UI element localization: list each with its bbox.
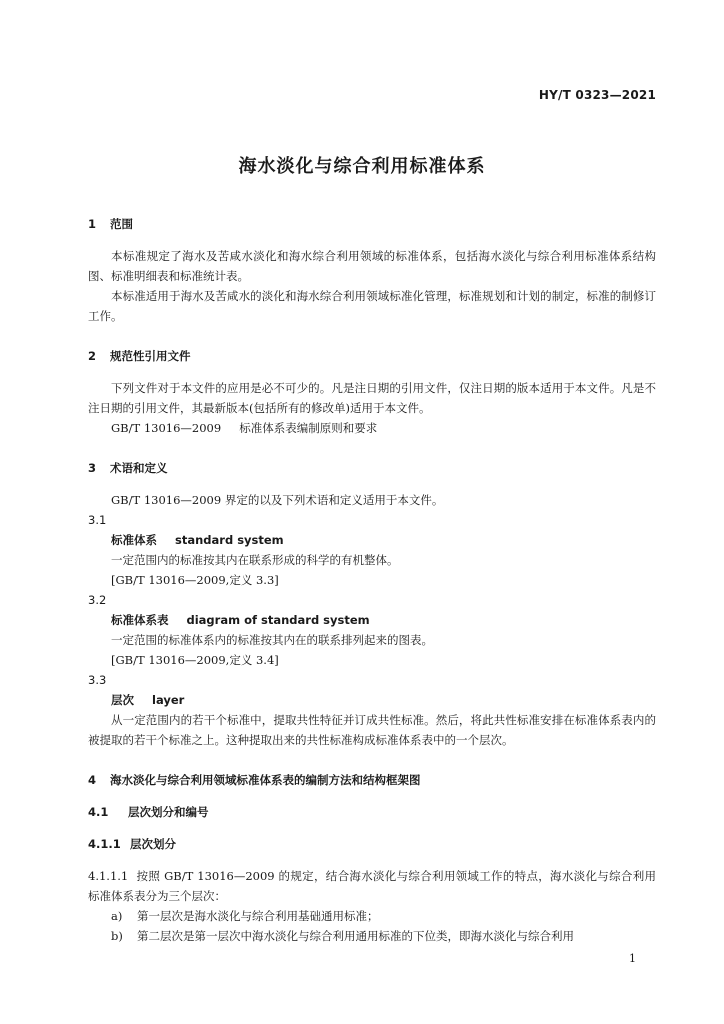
- document-title: 海水淡化与综合利用标准体系: [238, 156, 486, 177]
- list-item: [88, 906, 656, 926]
- term-definition: 从一定范围内的若干个标准中，提取共性特征并订成共性标准。然后，将此共性标准安排在标准体系表内的被提取的若干个标准之上。这种提取出来的共性标准构成标准体系表中的一个层次。: [88, 713, 656, 747]
- term-source: [GB/T 13016—2009,定义 3.4]: [111, 653, 279, 667]
- reference-title: 标准体系表编制原则和要求: [239, 421, 378, 435]
- section-number: 1: [88, 217, 97, 231]
- term-zh: 层次: [111, 693, 134, 707]
- term-en: layer: [152, 693, 185, 707]
- section-1-heading: [88, 214, 656, 234]
- term-en: standard system: [175, 533, 284, 547]
- section-number: 2: [88, 349, 97, 363]
- paragraph: GB/T 13016—2009 界定的以及下列术语和定义适用于本文件。: [111, 493, 444, 507]
- term-source: [GB/T 13016—2009,定义 3.3]: [111, 573, 279, 587]
- term-zh: 标准体系表: [111, 613, 169, 627]
- list-marker: a): [111, 909, 123, 923]
- term-number: 3.2: [88, 593, 107, 607]
- list-marker: b): [111, 929, 123, 943]
- list-text: 第一层次是海水淡化与综合利用基础通用标准；: [137, 909, 379, 923]
- paragraph: 本标准规定了海水及苦咸水淡化和海水综合利用领域的标准体系，包括海水淡化与综合利用标准体系结构图、标准明细表和标准统计表。: [88, 249, 656, 283]
- term-definition: 一定范围内的标准按其内在联系形成的科学的有机整体。: [111, 553, 399, 567]
- term-definition: 一定范围的标准体系内的标准按其内在的联系排列起来的图表。: [111, 633, 433, 647]
- subsection-number: 4.1: [88, 805, 109, 819]
- subsection-4-1-heading: [88, 802, 656, 822]
- list-item: [88, 926, 656, 946]
- numbered-paragraph: [88, 866, 656, 906]
- normative-reference: [88, 418, 656, 438]
- list-text: 第二层次是第一层次中海水淡化与综合利用通用标准的下位类，即海水淡化与综合利用: [137, 929, 574, 943]
- term-heading: [88, 610, 656, 630]
- subsection-4-1-1-heading: [88, 834, 656, 854]
- term-number: 3.1: [88, 513, 107, 527]
- page-number: 1: [629, 952, 636, 965]
- section-2-heading: [88, 346, 656, 366]
- section-number: 4: [88, 773, 97, 787]
- term-zh: 标准体系: [111, 533, 157, 547]
- subsection-title: 层次划分和编号: [128, 805, 209, 819]
- section-title: 范围: [110, 217, 133, 231]
- term-heading: [88, 530, 656, 550]
- section-title: 术语和定义: [110, 461, 168, 475]
- term-en: diagram of standard system: [186, 613, 370, 627]
- section-title: 海水淡化与综合利用领域标准体系表的编制方法和结构框架图: [110, 773, 421, 787]
- term-number: 3.3: [88, 673, 107, 687]
- section-3-heading: [88, 458, 656, 478]
- section-4-heading: [88, 770, 656, 790]
- document-body: [88, 214, 656, 946]
- subsection-number: 4.1.1: [88, 837, 121, 851]
- paragraph: 本标准适用于海水及苦咸水的淡化和海水综合利用领域标准化管理，标准规划和计划的制定，标准的制修订工作。: [88, 289, 656, 323]
- paragraph-text: 按照 GB/T 13016—2009 的规定，结合海水淡化与综合利用领域工作的特点，海水淡化与综合利用标准体系表分为三个层次：: [88, 869, 656, 903]
- paragraph-number: 4.1.1.1: [88, 869, 129, 883]
- paragraph: 下列文件对于本文件的应用是必不可少的。凡是注日期的引用文件，仅注日期的版本适用于本文件。凡是不注日期的引用文件，其最新版本(包括所有的修改单)适用于本文件。: [88, 381, 656, 415]
- term-heading: [88, 690, 656, 710]
- subsection-title: 层次划分: [130, 837, 176, 851]
- reference-code: GB/T 13016—2009: [111, 421, 222, 435]
- document-code: HY/T 0323—2021: [538, 88, 656, 102]
- section-number: 3: [88, 461, 97, 475]
- section-title: 规范性引用文件: [110, 349, 191, 363]
